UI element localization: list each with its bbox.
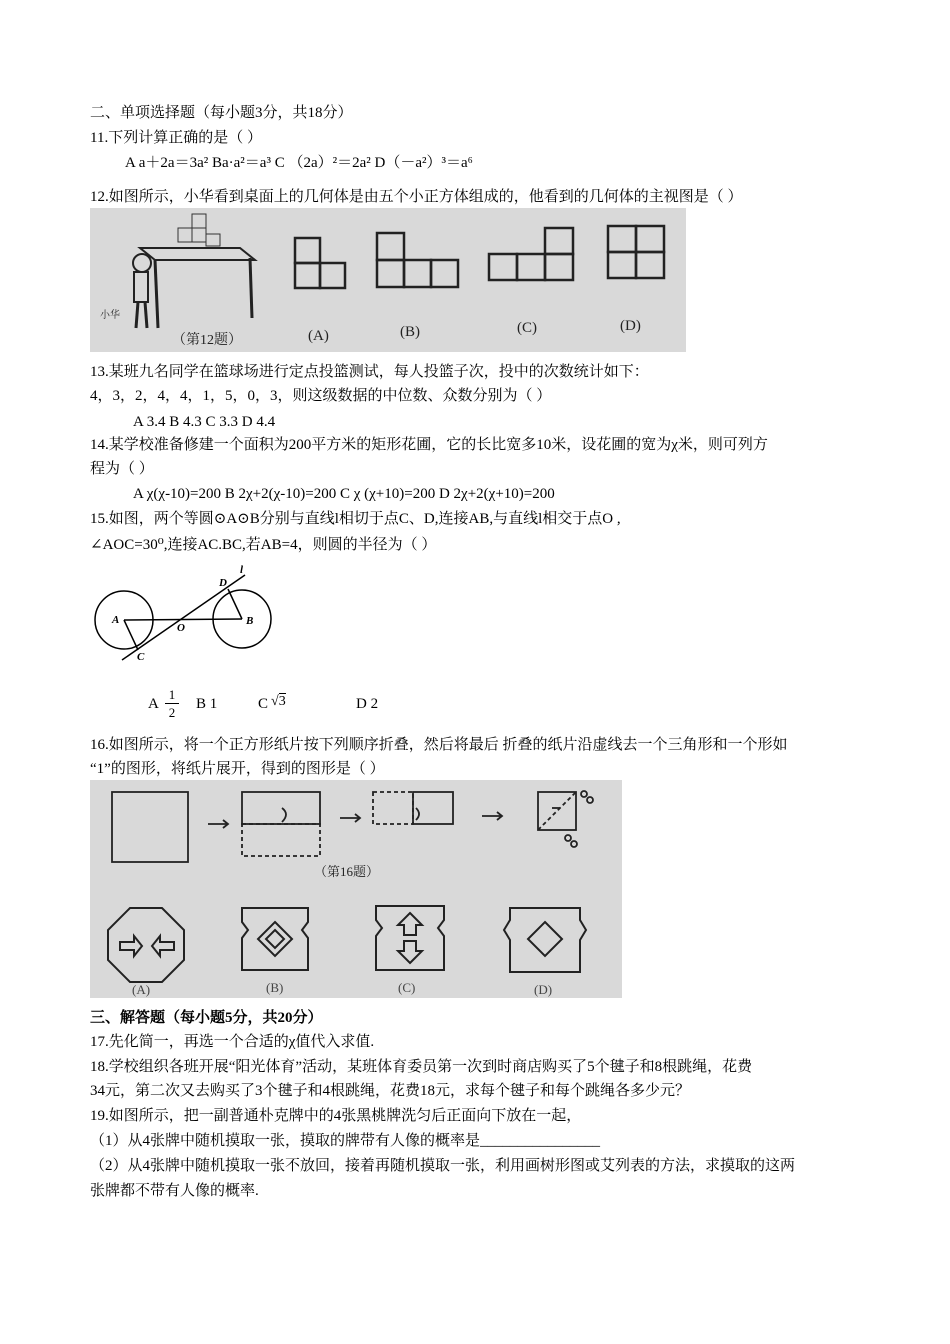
q16-stem-1: 16.如图所示，将一个正方形纸片按下列顺序折叠，然后将最后 折叠的纸片沿虚线去一个三角形和一个形如 — [90, 737, 788, 753]
q15-label-d: D — [219, 577, 227, 589]
q19-part2-a: （2）从4张牌中随机摸取一张不放回，接着再随机摸取一张，利用画树形图或艾列表的方法，求摸取的这两 — [90, 1158, 796, 1174]
q15-sqrt — [271, 694, 286, 710]
q12-label-a: (A) — [308, 328, 329, 344]
q15-options — [148, 686, 448, 730]
q13-stem-1: 13.某班九名同学在篮球场进行定点投篮测试，每人投篮子次，投中的次数统计如下： — [90, 364, 649, 380]
q15-option-c: C — [258, 696, 269, 712]
q15-label-o: O — [177, 622, 185, 634]
q16-label-a: (A) — [132, 982, 151, 997]
q16-caption: （第16题） — [314, 864, 380, 879]
q16-option-d-shape — [504, 908, 586, 972]
q12-option-a-view — [295, 238, 345, 288]
q18-stem-1: 18.学校组织各班开展“阳光体育”活动，某班体育委员第一次到时商店购买了5个毽子和8根跳绳，花费 — [90, 1059, 753, 1075]
section2-heading: 二、单项选择题（每小题3分，共18分） — [90, 105, 353, 121]
q15-option-a: A — [148, 696, 159, 712]
q14-stem-1: 14.某学校准备修建一个面积为200平方米的矩形花圃，它的长比宽多10米，设花圃的宽为χ米，则可列方 — [90, 437, 768, 453]
q16-label-d: (D) — [534, 982, 553, 997]
q18-stem-2: 34元，第二次又去购买了3个毽子和4根跳绳，花费18元，求每个毽子和每个跳绳各多少元？ — [90, 1083, 691, 1099]
q16-label-c: (C) — [398, 980, 416, 995]
q11-options: A a＋2a＝3a² Ba·a²＝a³ C （2a）²＝2a² D（－a²）³＝a⁶ — [125, 155, 473, 171]
q12-label-b: (B) — [400, 324, 420, 340]
q15-option-b: B 1 — [196, 696, 218, 712]
q16-stem-2: “1”的图形，将纸片展开，得到的图形是（ ） — [90, 761, 385, 777]
q19-part2-b: 张牌都不带有人像的概率. — [90, 1183, 259, 1199]
q16-option-a-shape — [108, 908, 184, 982]
q15-option-d: D 2 — [356, 696, 379, 712]
q16-label-b: (B) — [266, 980, 284, 995]
q15-label-l: l — [240, 564, 244, 576]
q17-stem: 17.先化简一，再选一个合适的χ值代入求值. — [90, 1034, 375, 1050]
sqrt-icon: √ — [271, 694, 279, 709]
q15-label-a: A — [112, 614, 120, 626]
q15-fraction — [165, 686, 179, 721]
q12-figure — [90, 208, 686, 352]
q14-options: A χ(χ-10)=200 B 2χ+2(χ-10)=200 C χ (χ+10)=200 D 2χ+2(χ+10)=200 — [133, 486, 555, 502]
q13-stem-2: 4，3，2，4，4，1，5，0，3，则这级数据的中位数、众数分别为（ ） — [90, 388, 552, 404]
q15-label-c: C — [137, 651, 145, 663]
q16-option-b-shape — [242, 908, 308, 970]
q12-label-d: (D) — [620, 318, 641, 334]
q15-fraction-num: 1 — [165, 686, 179, 704]
q19-stem: 19.如图所示，把一副普通朴克牌中的4张黑桃牌洗匀后正面向下放在一起， — [90, 1108, 582, 1124]
q16-figure — [90, 780, 622, 998]
section3-heading: 三、解答题（每小题5分，共20分） — [90, 1010, 323, 1026]
q12-stem: 12.如图所示，小华看到桌面上的几何体是由五个小正方体组成的，他看到的几何体的主视图是（ ） — [90, 189, 743, 205]
q11-stem: 11.下列计算正确的是（ ） — [90, 130, 262, 146]
q12-caption: （第12题） — [172, 333, 242, 348]
q12-person-label: 小华 — [100, 310, 120, 321]
q13-options: A 3.4 B 4.3 C 3.3 D 4.4 — [133, 414, 276, 430]
q15-figure — [90, 562, 290, 672]
q15-stem-2: ∠AOC=30⁰,连接AC.BC,若AB=4，则圆的半径为（ ） — [90, 537, 437, 553]
q12-label-c: (C) — [517, 320, 537, 336]
q14-stem-2: 程为（ ） — [90, 461, 154, 477]
q19-part1: （1）从4张牌中随机摸取一张，摸取的牌带有人像的概率是________________ — [90, 1133, 601, 1149]
q16-option-c-shape — [376, 906, 444, 970]
q12-option-b-view — [377, 233, 458, 287]
q12-option-d-view — [608, 226, 664, 278]
q12-option-c-view — [489, 228, 573, 280]
q15-label-b: B — [246, 615, 254, 627]
q15-sqrt-radicand: 3 — [278, 694, 286, 709]
q15-stem-1: 15.如图，两个等圆⊙A⊙B分别与直线l相切于点C、D,连接AB,与直线l相交于点O , — [90, 511, 621, 527]
q15-fraction-den: 2 — [168, 705, 176, 720]
